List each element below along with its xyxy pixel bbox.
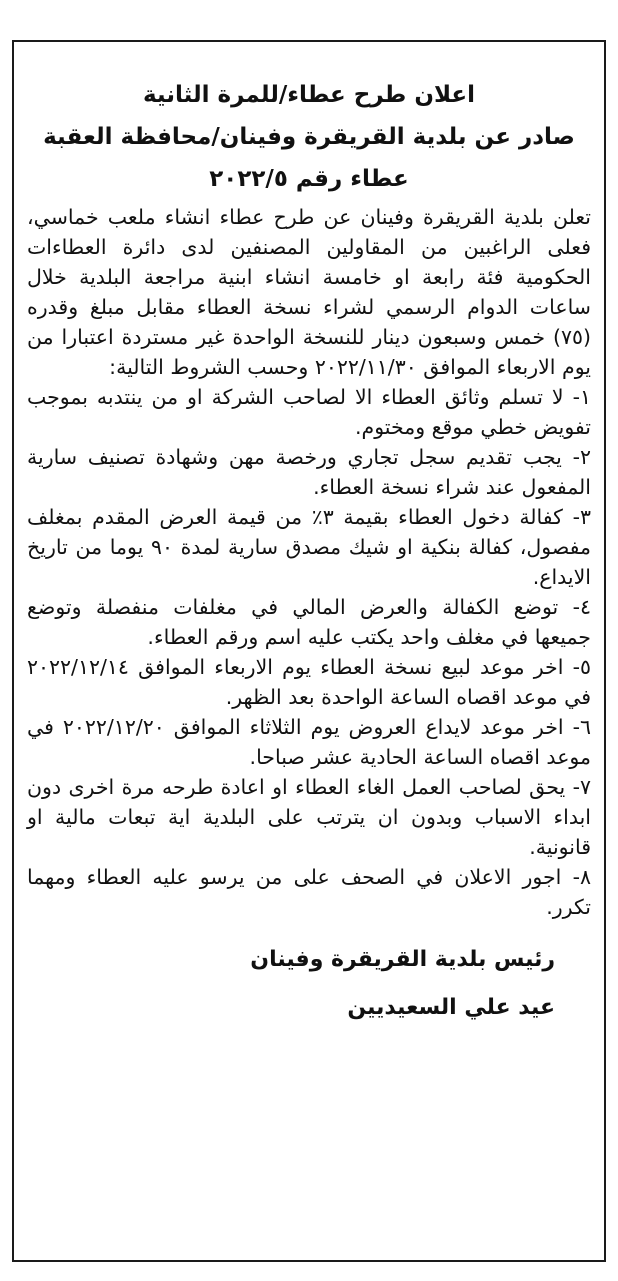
- clause-item: ٢- يجب تقديم سجل تجاري ورخصة مهن وشهادة تصنيف سارية المفعول عند شراء نسخة العطاء.: [27, 445, 591, 499]
- signature-block: [27, 936, 591, 1032]
- clause-item: ١- لا تسلم وثائق العطاء الا لصاحب الشركة او من ينتدبه بموجب تفويض خطي موقع ومختوم.: [27, 385, 591, 439]
- signature-name: عيد علي السعيديين: [347, 995, 555, 1020]
- header-title: اعلان طرح عطاء/للمرة الثانية: [142, 82, 476, 108]
- clause-item: ٨- اجور الاعلان في الصحف على من يرسو عليه العطاء ومهما تكرر.: [27, 865, 591, 919]
- signature-title: رئيس بلدية القريقرة وفينان: [250, 947, 555, 972]
- announcement-frame: [12, 40, 606, 1262]
- announcement-body: [27, 202, 591, 922]
- announcement-header: [27, 74, 591, 200]
- clause-item: ٦- اخر موعد لايداع العروض يوم الثلاثاء الموافق ٢٠٢٢/١٢/٢٠ في موعد اقصاه الساعة الحادية عشر صباحا.: [27, 715, 591, 769]
- header-issuer: صادر عن بلدية القريقرة وفينان/محافظة العقبة: [43, 124, 575, 150]
- clause-item: ٤- توضع الكفالة والعرض المالي في مغلفات منفصلة وتوضع جميعها في مغلف واحد يكتب عليه اسم ورقم العطاء.: [27, 595, 591, 649]
- header-tender-number: عطاء رقم ٢٠٢٢/٥: [209, 166, 409, 192]
- clause-item: ٥- اخر موعد لبيع نسخة العطاء يوم الاربعاء الموافق ٢٠٢٢/١٢/١٤ في موعد اقصاه الساعة الواحدة بعد الظهر.: [27, 655, 591, 709]
- clause-item: ٧- يحق لصاحب العمل الغاء العطاء او اعادة طرحه مرة اخرى دون ابداء الاسباب وبدون ان يترتب على البلدية اية تبعات مالية او قانونية.: [27, 775, 591, 859]
- clause-item: ٣- كفالة دخول العطاء بقيمة ٣٪ من قيمة العرض المقدم بمغلف مفصول، كفالة بنكية او شيك مصدق سارية لمدة ٩٠ يوما من تاريخ الايداع.: [27, 505, 592, 589]
- intro-paragraph: تعلن بلدية القريقرة وفينان عن طرح عطاء انشاء ملعب خماسي، فعلى الراغبين من المقاولين المصنفين لدى دائرة العطاءات الحكومية فئة رابعة او خامسة انشاء ابنية مراجعة البلدية خلال ساعات الدوام الرسمي لشراء نسخة العطاء مقابل مبلغ وقدره (٧٥) خمس وسبعون دينار للنسخة الواحدة غير مستردة اعتبارا من يوم الاربعاء الموافق ٢٠٢٢/١١/٣٠ وحسب الشروط التالية:: [27, 205, 591, 379]
- announcement-content: [27, 74, 591, 1032]
